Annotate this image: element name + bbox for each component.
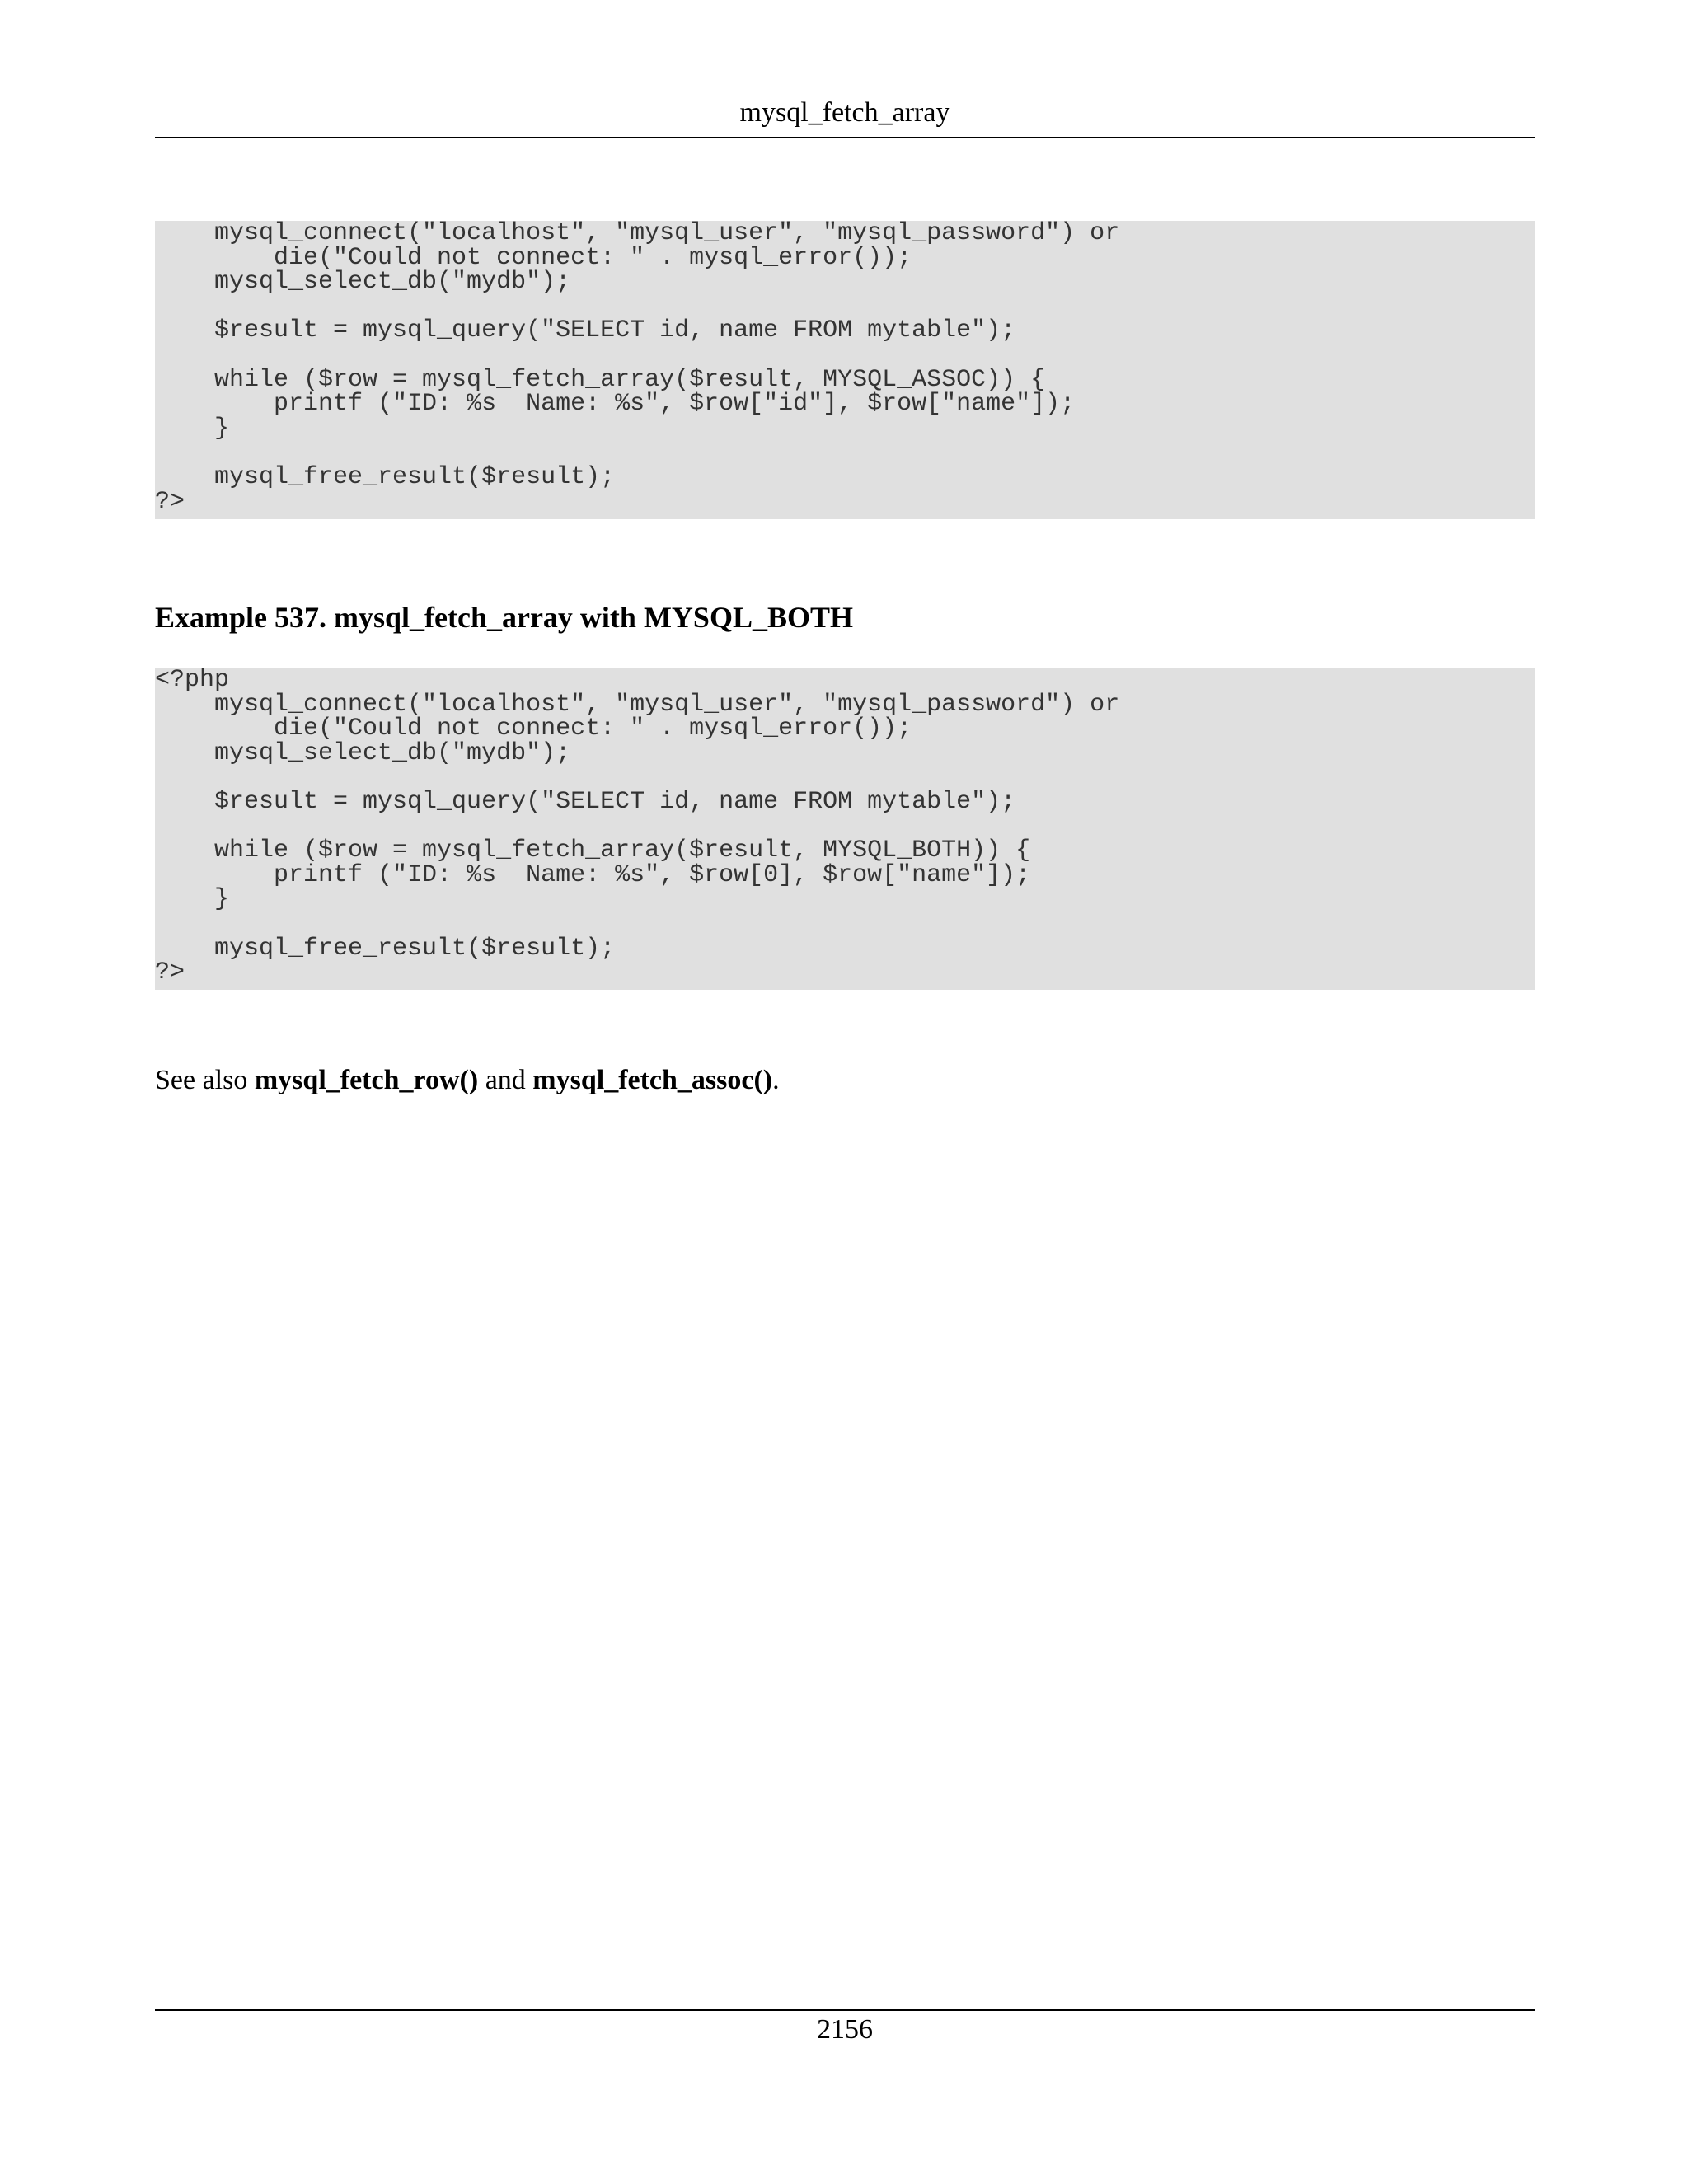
- page-number: 2156: [817, 2014, 873, 2045]
- see-also-suffix: .: [772, 1065, 780, 1095]
- function-reference-fetch-row[interactable]: mysql_fetch_row(): [254, 1065, 479, 1095]
- header-divider: [155, 137, 1535, 138]
- function-reference-fetch-assoc[interactable]: mysql_fetch_assoc(): [532, 1065, 773, 1095]
- see-also-prefix: See also: [155, 1065, 255, 1095]
- page-header-title: mysql_fetch_array: [739, 97, 950, 128]
- see-also-conjunction: and: [478, 1065, 533, 1095]
- code-block-assoc-example: mysql_connect("localhost", "mysql_user", "mysql_password") or die("Could not connect: " . mysql_error()); mysql_select_db("mydb"); $result = mysql_query("SELECT id, name FROM mytable"); while ($row = mysql_fetch_array($result, MYSQL_ASSOC)) { printf ("ID: %s Name: %s", $row["id"], $row["name"]); } mysql_free_result($result); ?>: [155, 221, 1535, 519]
- code-block-both-example: <?php mysql_connect("localhost", "mysql_user", "mysql_password") or die("Could not connect: " . mysql_error()); mysql_select_db("mydb"); $result = mysql_query("SELECT id, name FROM mytable"); while ($row = mysql_fetch_array($result, MYSQL_BOTH)) { printf ("ID: %s Name: %s", $row[0], $row["name"]); } mysql_free_result($result); ?>: [155, 668, 1535, 990]
- see-also-paragraph: [155, 1060, 780, 1101]
- example-title: Example 537. mysql_fetch_array with MYSQL_BOTH: [155, 601, 853, 634]
